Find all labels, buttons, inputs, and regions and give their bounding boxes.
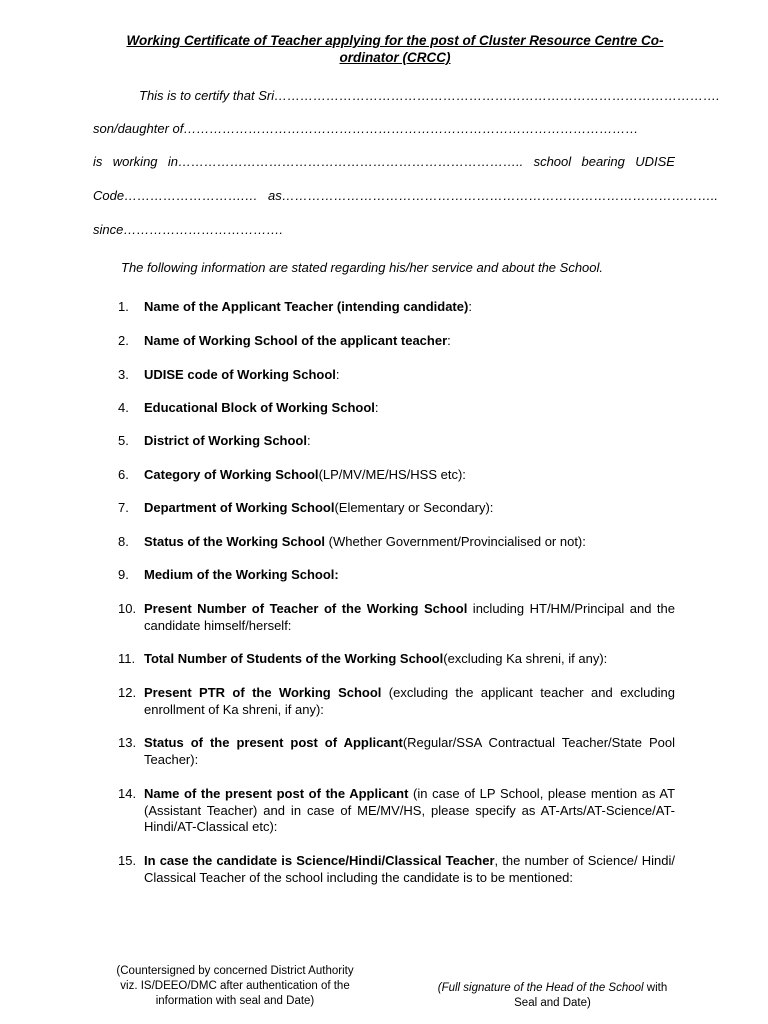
list-item-heading: Name of the present post of the Applicant <box>144 786 409 801</box>
list-item-heading: Educational Block of Working School <box>144 400 375 415</box>
certify-line: This is to certify that Sri…………………………………………………………………………………………. <box>139 88 720 103</box>
list-item-number: 6. <box>118 467 129 482</box>
list-item-detail: : <box>335 367 340 382</box>
list-item-detail: : <box>447 333 451 348</box>
son-daughter-line: son/daughter of…………………………………………………………………………………………… <box>93 121 639 136</box>
list-item-detail: (excluding Ka shreni, if any): <box>443 651 608 666</box>
intro-text: The following information are stated regarding his/her service and about the School. <box>121 260 604 275</box>
list-item-text <box>144 333 675 350</box>
list-item-detail: : <box>468 299 472 314</box>
head-signature-note <box>430 981 675 1011</box>
list-item-heading: Total Number of Students of the Working School <box>144 651 444 666</box>
list-item-number: 13. <box>118 735 137 750</box>
list-item-heading: In case the candidate is Science/Hindi/Classical Teacher <box>144 853 495 868</box>
list-item-number: 5. <box>118 433 129 448</box>
list-item-text <box>144 651 675 668</box>
list-item-heading: Status of the Working School <box>144 534 326 549</box>
list-item-number: 1. <box>118 299 129 314</box>
list-item-heading: Department of Working School <box>144 500 335 515</box>
list-item-heading: Status of the present post of Applicant <box>144 735 403 750</box>
list-item-number: 8. <box>118 534 129 549</box>
list-item-heading: Category of Working School <box>144 467 319 482</box>
list-item-heading: Name of Working School of the applicant teacher <box>144 333 448 348</box>
list-item-heading: Medium of the Working School: <box>144 567 339 582</box>
list-item-text <box>144 299 675 316</box>
document-title: Working Certificate of Teacher applying for the post of Cluster Resource Centre Co-ordinator (CRCC) <box>126 33 664 65</box>
list-item-detail: (Elementary or Secondary): <box>334 500 494 515</box>
list-item-text <box>144 367 675 384</box>
list-item-detail: including HT/HM/Principal and the candidate himself/herself: <box>144 601 675 633</box>
list-item-heading: Name of the Applicant Teacher (intending candidate) <box>144 299 469 314</box>
list-item-detail: (Regular/SSA Contractual Teacher/State Pool Teacher): <box>144 735 675 767</box>
working-line-part: working <box>112 154 158 169</box>
working-line-part: UDISE <box>635 154 675 169</box>
list-item-heading: Present PTR of the Working School <box>144 685 382 700</box>
list-item-text <box>144 601 675 634</box>
working-line-part: bearing <box>581 154 625 169</box>
list-item-text <box>144 534 675 551</box>
list-item-text <box>144 853 675 886</box>
list-item-number: 12. <box>118 685 137 700</box>
working-line-part: in…………………………………………………………………….. <box>167 154 524 169</box>
list-item-text <box>144 467 675 484</box>
list-item-detail: (in case of LP School, please mention as AT (Assistant Teacher) and in case of ME/MV/HS, please specify as AT-Arts/AT-Science/AT-Hindi/AT-Classical etc): <box>144 786 676 834</box>
list-item-number: 11. <box>118 651 136 666</box>
code-line-as: as……………………………………………………………………………………….. <box>268 188 718 203</box>
list-item-heading: District of Working School <box>144 433 307 448</box>
list-item-number: 10. <box>118 601 137 616</box>
list-item-detail: (excluding the applicant teacher and excluding enrollment of Ka shreni, if any): <box>144 685 675 717</box>
head-signature-italic: (Full signature of the Head of the School <box>437 982 644 994</box>
since-line: since………………………………. <box>93 222 283 237</box>
working-line-part: is <box>93 154 103 169</box>
list-item-text <box>144 500 675 517</box>
list-item-detail: , the number of Science/ Hindi/ Classical Teacher of the school including the candidate is to be mentioned: <box>144 853 675 885</box>
list-item-number: 3. <box>118 367 129 382</box>
working-line-part: school <box>533 154 572 169</box>
list-item-number: 15. <box>118 853 137 868</box>
countersign-note: (Countersigned by concerned District Authority viz. IS/DEEO/DMC after authentication of the information with seal and Date) <box>116 965 354 1007</box>
list-item-text <box>144 685 675 718</box>
list-item-detail: : <box>374 400 379 415</box>
list-item-number: 4. <box>118 400 129 415</box>
list-item-number: 2. <box>118 333 129 348</box>
list-item-heading: Present Number of Teacher of the Working School <box>144 601 468 616</box>
code-line-label: Code……………………….… <box>93 188 258 203</box>
list-item-text <box>144 433 675 450</box>
list-item-detail: : <box>307 433 311 448</box>
list-item-heading: UDISE code of Working School <box>144 367 336 382</box>
list-item-text <box>144 735 675 768</box>
list-item-number: 14. <box>118 786 137 801</box>
list-item-detail: (LP/MV/ME/HS/HSS etc): <box>318 467 466 482</box>
list-item-text <box>144 400 675 417</box>
list-item-text <box>144 786 675 836</box>
list-item-number: 9. <box>118 567 129 582</box>
head-signature-rest: with Seal and Date) <box>514 982 668 1009</box>
list-item-detail: (Whether Government/Provincialised or not): <box>325 534 586 549</box>
list-item-text <box>144 567 675 584</box>
list-item-number: 7. <box>118 500 129 515</box>
working-line <box>93 154 675 169</box>
